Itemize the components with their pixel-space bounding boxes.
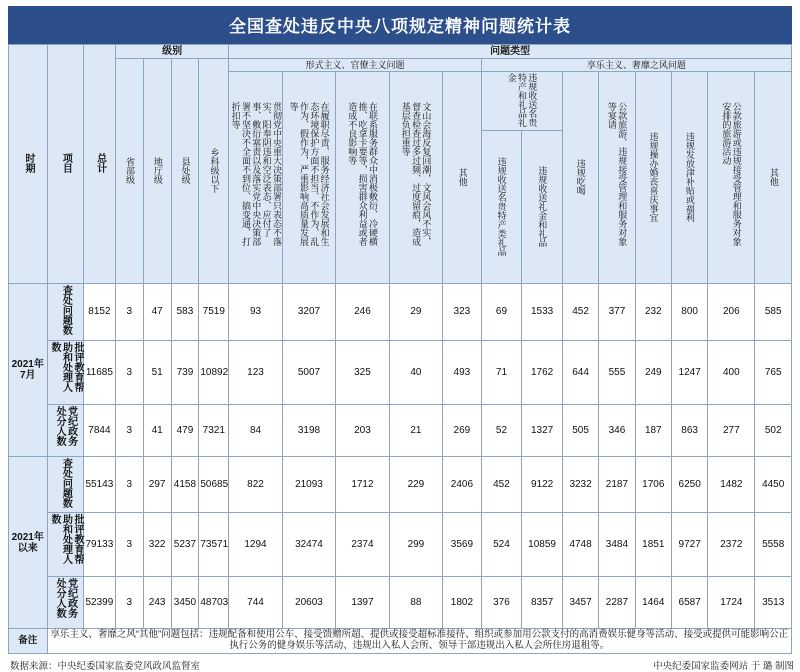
cell: 3 [115, 284, 143, 340]
header-h7-other: 其他 [755, 72, 792, 284]
cell: 3 [115, 404, 143, 456]
cell: 55143 [83, 456, 115, 512]
cell: 84 [229, 404, 282, 456]
cell: 9122 [522, 456, 563, 512]
cell: 32474 [282, 513, 335, 577]
cell: 323 [443, 284, 482, 340]
header-f5-other: 其他 [443, 72, 482, 284]
cell: 11685 [83, 340, 115, 404]
cell: 3457 [562, 577, 598, 629]
header-h5-allowance: 违规发放津补贴或福利 [671, 72, 707, 284]
statistics-table [8, 44, 792, 654]
cell: 524 [481, 513, 522, 577]
footer [8, 654, 796, 672]
cell: 2287 [599, 577, 635, 629]
cell: 71 [481, 340, 522, 404]
cell: 3198 [282, 404, 335, 456]
header-row-2 [9, 59, 792, 72]
remark-label: 备注 [9, 629, 48, 653]
cell: 452 [562, 284, 598, 340]
item-label: 党纪政务处分人数 [47, 404, 83, 456]
cell: 47 [143, 284, 171, 340]
cell: 7519 [199, 284, 229, 340]
cell: 1247 [671, 340, 707, 404]
cell: 585 [755, 284, 792, 340]
cell: 3 [115, 513, 143, 577]
cell: 822 [229, 456, 282, 512]
remark-row [9, 629, 792, 653]
cell: 123 [229, 340, 282, 404]
cell: 21093 [282, 456, 335, 512]
cell: 555 [599, 340, 635, 404]
cell: 246 [336, 284, 389, 340]
cell: 203 [336, 404, 389, 456]
cell: 29 [389, 284, 442, 340]
item-label: 批评教育帮助和处理人数 [47, 513, 83, 577]
cell: 1482 [708, 456, 755, 512]
header-h3-banquet: 公款旅游、违规接受管理和服务对象等宴请 [599, 72, 635, 284]
header-h1a: 违规收送名贵特产类礼品 [481, 131, 522, 284]
cell: 51 [143, 340, 171, 404]
cell: 325 [336, 340, 389, 404]
data-source: 数据来源：中央纪委国家监委党风政风监督室 [10, 660, 201, 672]
cell: 2374 [336, 513, 389, 577]
cell: 20603 [282, 577, 335, 629]
table-row [9, 404, 792, 456]
header-item: 项目 [47, 45, 83, 284]
item-label: 查处问题数 [47, 456, 83, 512]
cell: 765 [755, 340, 792, 404]
cell: 863 [671, 404, 707, 456]
table-row [9, 513, 792, 577]
cell: 3207 [282, 284, 335, 340]
cell: 5237 [171, 513, 199, 577]
page-title: 全国查处违反中央八项规定精神问题统计表 [8, 6, 792, 44]
credit: 中央纪委国家监委网站 于 璐 制图 [653, 660, 794, 672]
header-level-4: 乡科级以下 [199, 59, 229, 284]
header-level-2: 地厅级 [143, 59, 171, 284]
header-time: 时期 [9, 45, 48, 284]
cell: 232 [635, 284, 671, 340]
cell: 3484 [599, 513, 635, 577]
cell: 493 [443, 340, 482, 404]
cell: 583 [171, 284, 199, 340]
cell: 3 [115, 340, 143, 404]
header-f4: 文山会海反复回潮，文风会风不实，督查检查过多过频、过度留痕，造成基层负担重等 [389, 72, 442, 284]
cell: 400 [708, 340, 755, 404]
cell: 1762 [522, 340, 563, 404]
cell: 206 [708, 284, 755, 340]
cell: 3 [115, 456, 143, 512]
cell: 187 [635, 404, 671, 456]
cell: 3569 [443, 513, 482, 577]
header-f1: 贯彻党中央重大决策部署只表态不落实、阳奉阴违和空泛表态、应付了事、敷衍塞责以及落实党中央决策部署不坚决不全面不到位、搞变通、打折扣等 [229, 72, 282, 284]
table-row [9, 456, 792, 512]
item-label: 查处问题数 [47, 284, 83, 340]
cell: 249 [635, 340, 671, 404]
cell: 243 [143, 577, 171, 629]
cell: 1712 [336, 456, 389, 512]
table-row [9, 284, 792, 340]
cell: 346 [599, 404, 635, 456]
cell: 6587 [671, 577, 707, 629]
cell: 1802 [443, 577, 482, 629]
cell: 502 [755, 404, 792, 456]
cell: 8357 [522, 577, 563, 629]
cell: 1397 [336, 577, 389, 629]
cell: 5007 [282, 340, 335, 404]
cell: 4748 [562, 513, 598, 577]
cell: 229 [389, 456, 442, 512]
remark-text: 享乐主义、奢靡之风“其他”问题包括：违规配备和使用公车、接受馈赠所超、提供或接受超标准接待、组织或参加用公款支付的高消费娱乐健身等活动、接受或提供可能影响公正执行公务的健身娱乐等活动、违规出入私人会所、领导干部违规出入私人会所住房退租等。 [47, 629, 792, 653]
cell: 297 [143, 456, 171, 512]
cell: 505 [562, 404, 598, 456]
cell: 7844 [83, 404, 115, 456]
cell: 1533 [522, 284, 563, 340]
cell: 88 [389, 577, 442, 629]
cell: 1851 [635, 513, 671, 577]
cell: 377 [599, 284, 635, 340]
cell: 479 [171, 404, 199, 456]
cell: 7321 [199, 404, 229, 456]
cell: 41 [143, 404, 171, 456]
cell: 10859 [522, 513, 563, 577]
header-level-1: 省部级 [115, 59, 143, 284]
cell: 1706 [635, 456, 671, 512]
cell: 1724 [708, 577, 755, 629]
cell: 644 [562, 340, 598, 404]
cell: 21 [389, 404, 442, 456]
cell: 50685 [199, 456, 229, 512]
cell: 744 [229, 577, 282, 629]
cell: 10892 [199, 340, 229, 404]
cell: 79133 [83, 513, 115, 577]
item-label: 党纪政务处分人数 [47, 577, 83, 629]
header-h1-gift: 违规收送名贵特产和礼品礼金 [481, 72, 562, 131]
cell: 6250 [671, 456, 707, 512]
header-h1b: 违规收送礼金和礼品 [522, 131, 563, 284]
cell: 739 [171, 340, 199, 404]
cell: 299 [389, 513, 442, 577]
cell: 3 [115, 577, 143, 629]
cell: 93 [229, 284, 282, 340]
header-row-1 [9, 45, 792, 59]
header-h6-travel: 公款旅游或违规接受管理和服务对象安排的旅游活动 [708, 72, 755, 284]
cell: 2406 [443, 456, 482, 512]
cell: 52399 [83, 577, 115, 629]
table-row [9, 340, 792, 404]
header-hedonism-group: 享乐主义、奢靡之风问题 [481, 59, 791, 72]
cell: 2372 [708, 513, 755, 577]
cell: 322 [143, 513, 171, 577]
cell: 3450 [171, 577, 199, 629]
cell: 8152 [83, 284, 115, 340]
cell: 40 [389, 340, 442, 404]
cell: 1464 [635, 577, 671, 629]
cell: 1294 [229, 513, 282, 577]
cell: 73571 [199, 513, 229, 577]
cell: 277 [708, 404, 755, 456]
period-label-2: 2021年以来 [9, 456, 48, 629]
header-h2-dining: 违规吃喝 [562, 72, 598, 284]
cell: 1327 [522, 404, 563, 456]
header-level-group: 级别 [115, 45, 228, 59]
cell: 376 [481, 577, 522, 629]
cell: 3232 [562, 456, 598, 512]
header-level-3: 县处级 [171, 59, 199, 284]
cell: 3513 [755, 577, 792, 629]
header-h4-ceremony: 违规操办婚丧喜庆事宜 [635, 72, 671, 284]
header-f3: 在联系服务群众中消极敷衍、冷硬横推、吃拿卡要等，损害群众利益或者造成不良影响等 [336, 72, 389, 284]
header-total: 总计 [83, 45, 115, 284]
cell: 452 [481, 456, 522, 512]
cell: 69 [481, 284, 522, 340]
cell: 4158 [171, 456, 199, 512]
cell: 269 [443, 404, 482, 456]
cell: 9727 [671, 513, 707, 577]
header-type-group: 问题类型 [229, 45, 792, 59]
cell: 800 [671, 284, 707, 340]
header-f2: 在履职尽责、服务经济社会发展和生态环境保护方面不担当、不作为、乱作为、假作为，严重影响高质量发展等 [282, 72, 335, 284]
cell: 52 [481, 404, 522, 456]
header-formalism-group: 形式主义、官僚主义问题 [229, 59, 481, 72]
cell: 2187 [599, 456, 635, 512]
item-label: 批评教育帮助和处理人数 [47, 340, 83, 404]
table-row [9, 577, 792, 629]
cell: 48703 [199, 577, 229, 629]
cell: 4450 [755, 456, 792, 512]
cell: 5558 [755, 513, 792, 577]
period-label-1: 2021年7月 [9, 284, 48, 457]
